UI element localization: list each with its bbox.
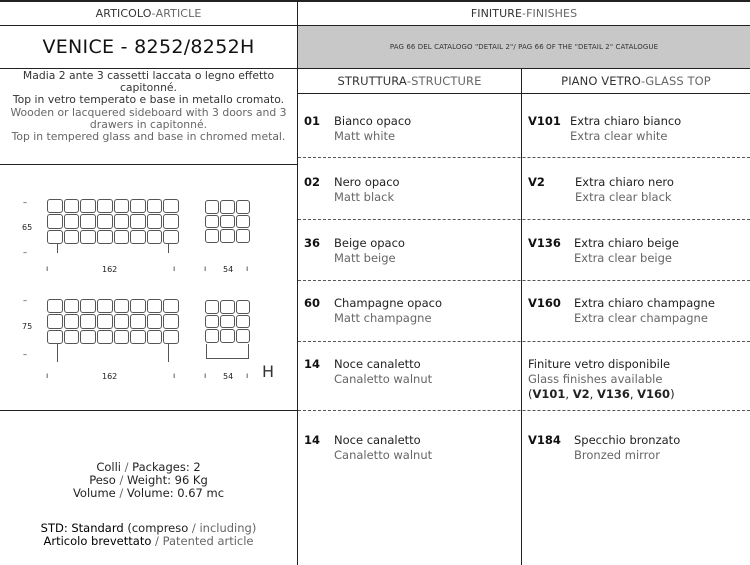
finish-name-it: Specchio bronzato: [574, 433, 681, 447]
paren: ): [670, 387, 675, 401]
finish-name-it: Noce canaletto: [334, 357, 421, 371]
finish-name-it: Extra chiaro beige: [574, 236, 679, 250]
row-separator: [298, 410, 750, 411]
glass-code: V184: [528, 433, 561, 447]
weight-value: 96 Kg: [174, 473, 208, 487]
slash: /: [188, 521, 200, 535]
finishes-header-it: FINITURE: [470, 7, 523, 20]
tick-mark: ı: [173, 264, 176, 273]
finish-name-en: Canaletto walnut: [334, 372, 433, 386]
finish-name-it: Noce canaletto: [334, 433, 421, 447]
header-separator: -: [522, 7, 527, 20]
finish-name-en: Matt champagne: [334, 311, 432, 325]
slash: /: [120, 460, 133, 474]
slash: /: [151, 534, 163, 548]
tick-mark: ı: [173, 371, 176, 380]
tick-mark: ı: [46, 264, 49, 273]
width-dimension: 162: [102, 265, 118, 274]
finish-name-en: Extra clear beige: [574, 251, 672, 265]
side-base-drawing: [206, 344, 249, 359]
description-en-2: Top in tempered glass and base in chromed metal.: [11, 130, 286, 144]
glass-header-en: GLASS TOP: [645, 74, 711, 88]
comma: ,: [629, 387, 638, 401]
tick-mark: –: [23, 198, 27, 207]
volume-value: 0.67 mc: [177, 486, 225, 500]
slash: /: [115, 473, 128, 487]
packages-label-en: Packages:: [132, 460, 190, 474]
tick-mark: ı: [246, 371, 249, 380]
glass-finish: [570, 114, 681, 144]
finish-name-it: Extra chiaro bianco: [570, 114, 682, 128]
volume-line: [0, 487, 297, 500]
height-dimension: 65: [22, 223, 33, 232]
description-en-1: Wooden or lacquered sideboard with 3 doors and 3 drawers in capitonné.: [10, 105, 287, 131]
glass-available-codes: [528, 387, 675, 402]
depth-dimension: 54: [223, 372, 234, 381]
structure-finish: [334, 357, 432, 387]
structure-code: 36: [304, 236, 321, 250]
finish-name-en: Matt white: [334, 129, 396, 143]
article-header-en: ARTICLE: [155, 7, 202, 20]
finish-name-it: Beige opaco: [334, 236, 405, 250]
structure-column-header: [298, 69, 521, 93]
glass-finish: [574, 433, 680, 463]
glass-header-it: PIANO VETRO: [561, 74, 641, 88]
header-separator: -: [151, 7, 156, 20]
packages-value: 2: [193, 460, 201, 474]
std-label: STD: Standard: [40, 521, 124, 535]
sideboard-side-drawing: [205, 200, 250, 243]
patent-label-en: Patented article: [162, 534, 254, 548]
catalogue-reference: PAG 66 DEL CATALOGO "DETAIL 2"/ PAG 66 OF THE "DETAIL 2" CATALOGUE: [298, 26, 750, 68]
glass-finish: [574, 296, 715, 326]
model-suffix-label: H: [262, 362, 275, 381]
paren: (: [528, 387, 533, 401]
slash: /: [115, 486, 127, 500]
glass-code-ref: V136: [596, 387, 630, 401]
finishes-header: [298, 2, 750, 25]
product-description: [0, 70, 297, 143]
notes-info: [0, 522, 297, 548]
row-separator: [298, 157, 750, 158]
tick-mark: ı: [204, 264, 207, 273]
row-separator: [298, 280, 750, 281]
product-title: VENICE - 8252/8252H: [42, 36, 255, 58]
finish-name-en: Matt beige: [334, 251, 396, 265]
finish-name-en: Canaletto walnut: [334, 448, 433, 462]
finish-name-it: Extra chiaro champagne: [574, 296, 715, 310]
glass-code: V136: [528, 236, 561, 250]
glass-top-column-header: [522, 69, 750, 93]
hline-description: [0, 164, 297, 165]
weight-label-en: Weight:: [127, 473, 171, 487]
structure-finish: [334, 433, 432, 463]
finish-name-it: Extra chiaro nero: [575, 175, 674, 189]
structure-finish: [334, 175, 400, 205]
glass-finish: [575, 175, 674, 205]
structure-header-it: STRUTTURA: [337, 74, 407, 88]
glass-available-it: Finiture vetro disponibile: [528, 357, 671, 371]
header-separator: -: [406, 74, 412, 88]
structure-code: 60: [304, 296, 321, 310]
volume-label-en: Volume:: [126, 486, 174, 500]
finish-name-it: Bianco opaco: [334, 114, 412, 128]
row-separator: [298, 341, 750, 342]
structure-finish: [334, 236, 405, 266]
structure-code: 14: [304, 433, 321, 447]
finish-name-it: Nero opaco: [334, 175, 400, 189]
comma: ,: [565, 387, 573, 401]
structure-code: 01: [304, 114, 321, 128]
width-dimension: 162: [102, 372, 118, 381]
row-separator: [298, 219, 750, 220]
vertical-divider-finishes: [521, 68, 522, 565]
comma: ,: [589, 387, 597, 401]
leg-line: [57, 344, 58, 362]
tick-mark: ı: [46, 371, 49, 380]
glass-code-ref: V2: [572, 387, 590, 401]
finish-name-en: Extra clear white: [570, 129, 668, 143]
tick-mark: –: [23, 296, 27, 305]
leg-line: [57, 244, 58, 253]
weight-label-it: Peso: [89, 473, 116, 487]
patent-label-it: Articolo brevettato: [43, 534, 152, 548]
packages-label-it: Colli: [96, 460, 121, 474]
glass-code-ref: V101: [532, 387, 566, 401]
finish-name-en: Extra clear champagne: [574, 311, 708, 325]
tick-mark: ı: [204, 371, 207, 380]
tick-mark: –: [23, 350, 27, 359]
hline-drawings: [0, 410, 297, 411]
packaging-info: [0, 461, 297, 500]
sideboard-front-drawing: [47, 199, 179, 244]
article-header: [0, 2, 297, 25]
structure-code: 02: [304, 175, 321, 189]
header-separator: -: [640, 74, 646, 88]
std-detail-en: including): [199, 521, 257, 535]
tick-mark: –: [23, 248, 27, 257]
leg-line: [168, 244, 169, 253]
volume-label-it: Volume: [72, 486, 116, 500]
hline-column-headers: [298, 93, 750, 94]
finish-name-en: Extra clear black: [575, 190, 672, 204]
std-detail-it: (compreso: [127, 521, 189, 535]
glass-code: V101: [528, 114, 561, 128]
finish-name-en: Matt black: [334, 190, 395, 204]
glass-code-ref: V160: [637, 387, 671, 401]
description-it-2: Top in vetro temperato e base in metallo cromato.: [12, 93, 285, 107]
leg-line: [168, 344, 169, 362]
finish-name-en: Bronzed mirror: [574, 448, 660, 462]
sideboard-front-drawing: [47, 299, 179, 344]
glass-available-note: [528, 357, 675, 402]
article-header-it: ARTICOLO: [95, 7, 152, 20]
tick-mark: ı: [246, 264, 249, 273]
glass-available-en: Glass finishes available: [528, 372, 663, 386]
sideboard-side-drawing: [205, 300, 250, 343]
patent-line: [0, 535, 297, 548]
height-dimension: 75: [22, 322, 33, 331]
structure-finish: [334, 114, 411, 144]
glass-code: V160: [528, 296, 561, 310]
glass-finish: [574, 236, 679, 266]
description-it-1: Madia 2 ante 3 cassetti laccata o legno effetto capitonné.: [22, 69, 275, 95]
structure-code: 14: [304, 357, 321, 371]
finishes-header-en: FINISHES: [526, 7, 578, 20]
structure-header-en: STRUCTURE: [411, 74, 482, 88]
finish-name-it: Champagne opaco: [334, 296, 442, 310]
structure-finish: [334, 296, 442, 326]
glass-code: V2: [528, 175, 545, 189]
depth-dimension: 54: [223, 265, 234, 274]
